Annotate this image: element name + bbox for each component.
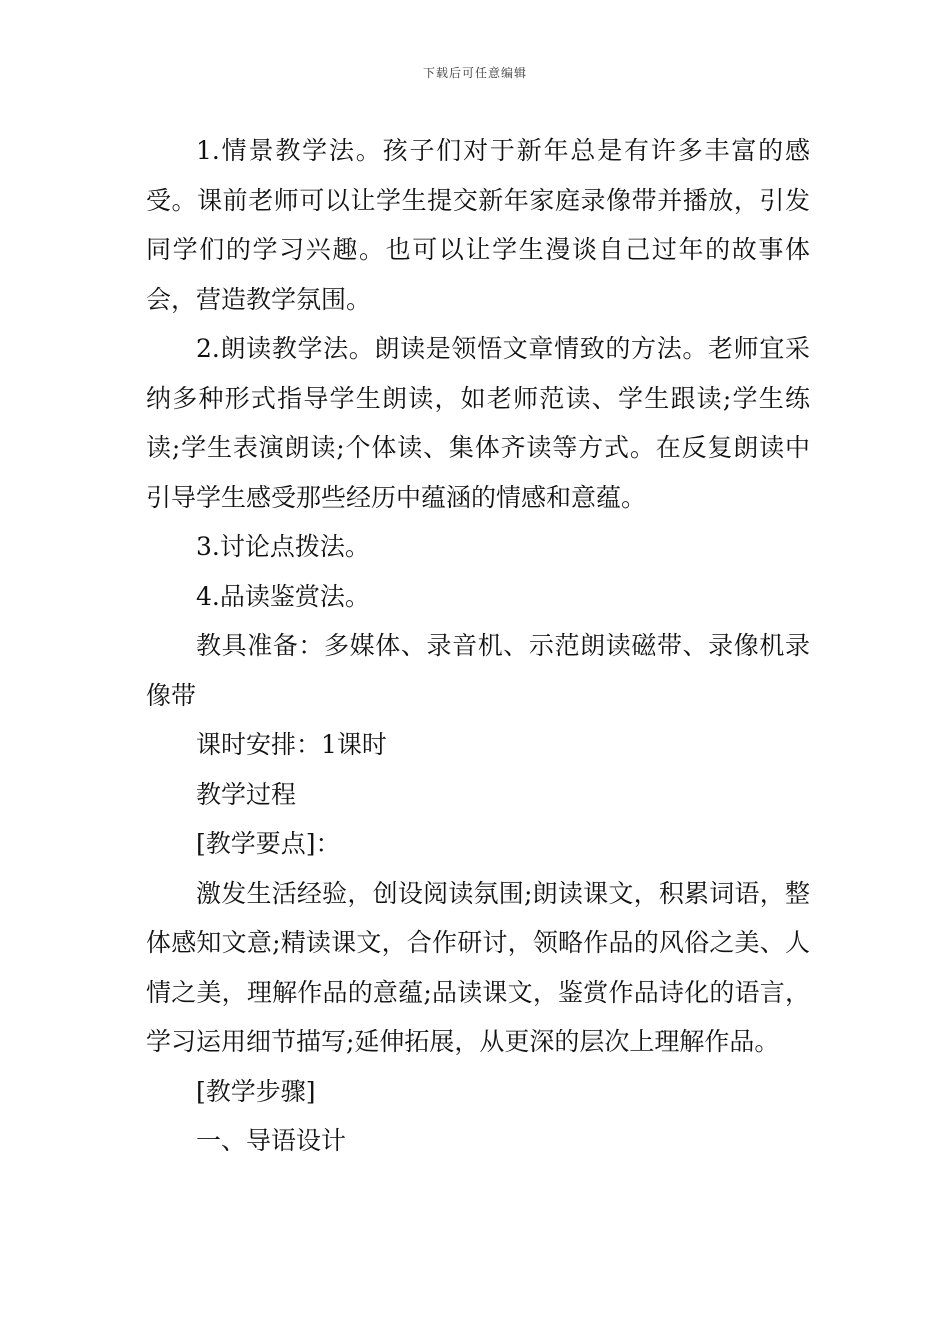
paragraph-key-points-heading: [教学要点]：: [196, 829, 341, 858]
paragraph-method-1: 1.情景教学法。孩子们对于新年总是有许多丰富的感受。课前老师可以让学生提交新年家庭录像带并播放，引发同学们的学习兴趣。也可以让学生漫谈自己过年的故事体会，营造教学氛围。: [146, 136, 810, 314]
paragraph-class-hours: 课时安排：1课时: [196, 730, 387, 759]
paragraph-key-points: 激发生活经验，创设阅读氛围;朗读课文，积累词语，整体感知文意;精读课文，合作研讨，领略作品的风俗之美、人情之美，理解作品的意蕴;品读课文，鉴赏作品诗化的语言，学习运用细节描写;延伸拓展，从更深的层次上理解作品。: [146, 878, 810, 1056]
paragraph-teaching-process: 教学过程: [196, 779, 297, 809]
paragraph-intro-design: 一、导语设计: [196, 1126, 347, 1155]
paragraph-steps-heading: [教学步骤]: [196, 1076, 316, 1106]
page-header-note: 下载后可任意编辑: [422, 66, 527, 80]
paragraph-method-2: 2.朗读教学法。朗读是领悟文章情致的方法。老师宜采纳多种形式指导学生朗读，如老师范读、学生跟读;学生练读;学生表演朗读;个体读、集体齐读等方式。在反复朗读中引导学生感受那些经历中蕴涵的情感和意蕴。: [146, 334, 810, 512]
document-body: [146, 126, 810, 1166]
paragraph-method-4: 4.品读鉴赏法。: [196, 581, 370, 611]
paragraph-teaching-aids: 教具准备：多媒体、录音机、示范朗读磁带、录像机录像带: [146, 631, 810, 710]
paragraph-method-3: 3.讨论点拨法。: [196, 532, 370, 561]
